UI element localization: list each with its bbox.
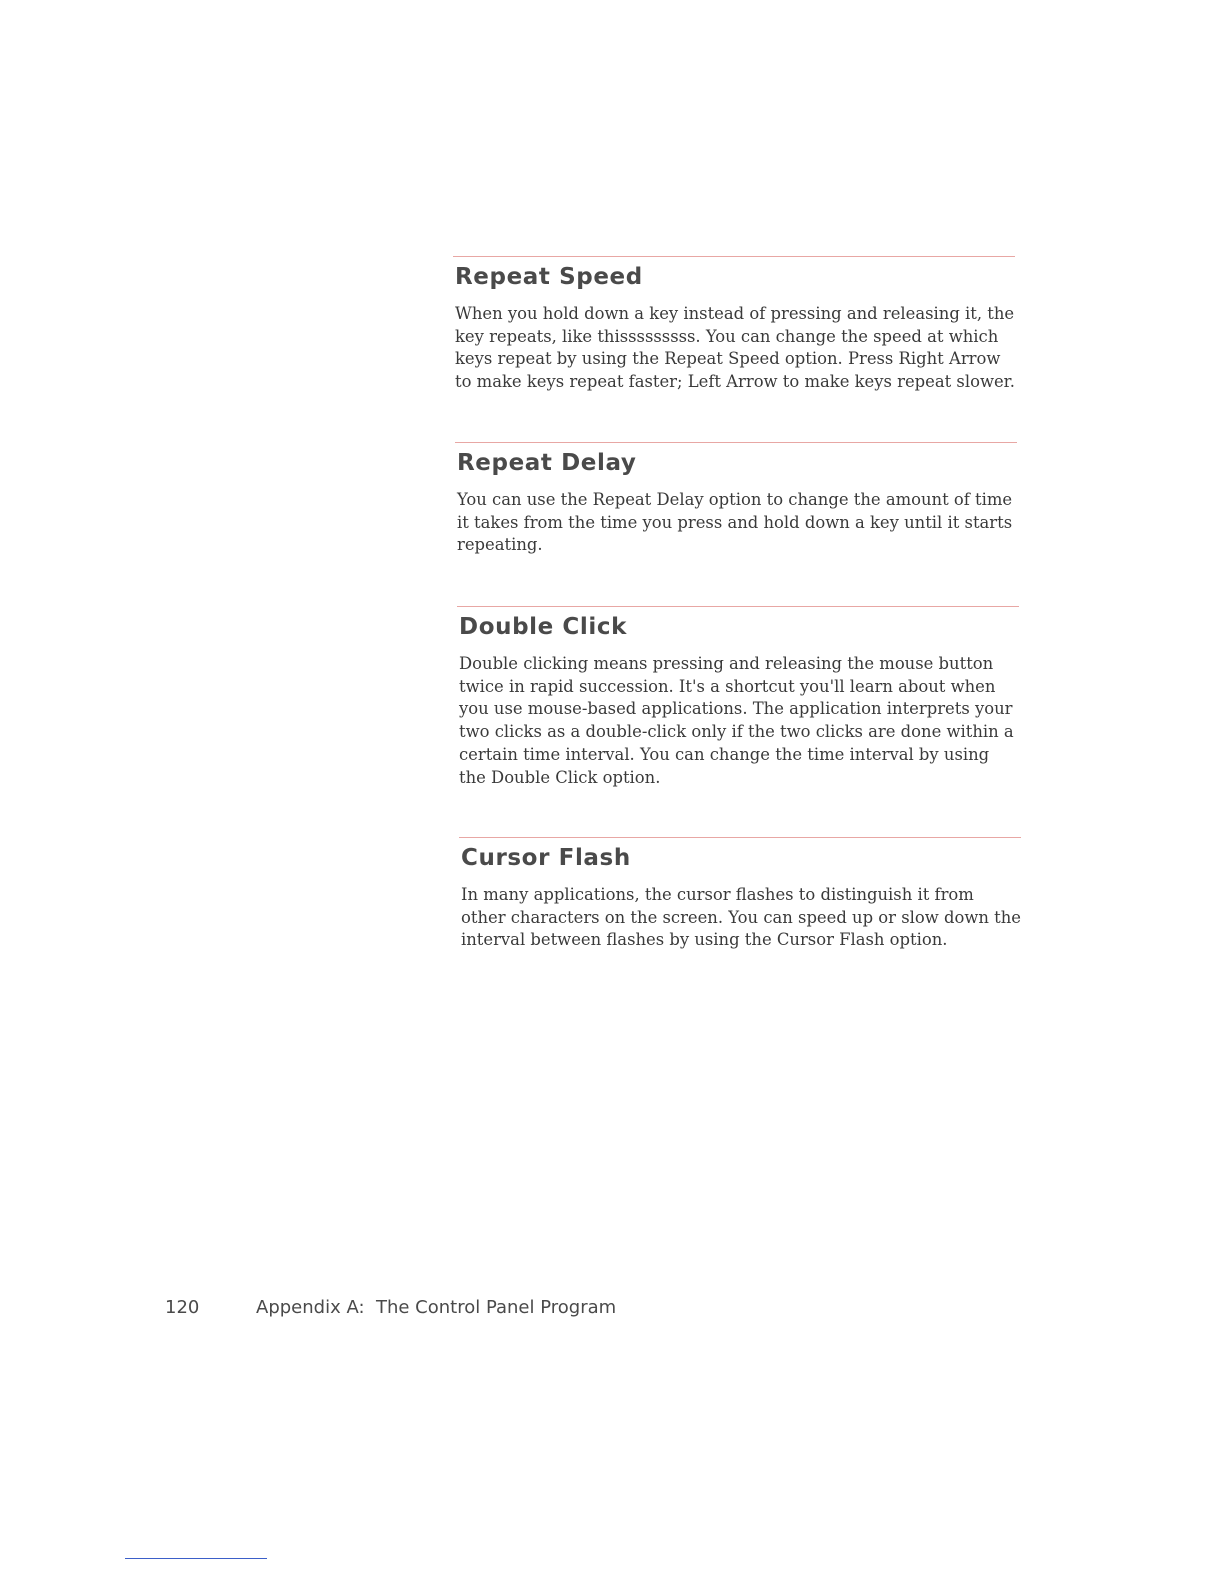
section-repeat-delay [455, 442, 1017, 557]
section-divider [455, 442, 1017, 443]
section-body: Double clicking means pressing and releasing the mouse button twice in rapid succession. It's a shortcut you'll learn about when you use mouse-based applications. The application interprets your two clicks as a double-click only if the two clicks are done within a certain time interval. You can change the time interval by using the Double Click option. [459, 654, 1014, 787]
section-body: In many applications, the cursor flashes to distinguish it from other characters on the screen. You can speed up or slow down the interval between flashes by using the Cursor Flash option. [461, 885, 1021, 950]
running-title: Appendix A: The Control Panel Program [256, 1297, 617, 1318]
section-cursor-flash [459, 837, 1021, 952]
section-heading: Double Click [459, 614, 627, 640]
page-number: 120 [165, 1297, 200, 1318]
section-double-click [457, 606, 1019, 789]
section-divider [457, 606, 1019, 607]
section-divider [459, 837, 1021, 838]
section-body: You can use the Repeat Delay option to change the amount of time it takes from the time you press and hold down a key until it starts repeating. [457, 490, 1013, 555]
section-divider [453, 256, 1015, 257]
section-heading: Repeat Delay [457, 450, 637, 476]
section-heading: Repeat Speed [455, 264, 643, 290]
bottom-rule [125, 1558, 267, 1559]
section-repeat-speed [453, 256, 1015, 394]
section-heading: Cursor Flash [461, 845, 631, 871]
section-body: When you hold down a key instead of pressing and releasing it, the key repeats, like thisssssssss. You can change the speed at which keys repeat by using the Repeat Speed option. Press Right Arrow to make keys repeat faster; Left Arrow to make keys repeat slower. [455, 304, 1015, 392]
